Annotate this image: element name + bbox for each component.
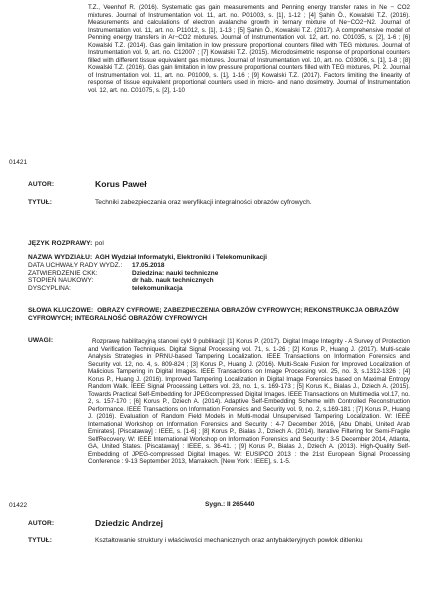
title-text: Kształtowanie struktury i właściwości mechanicznych oraz antybakteryjnych powłok ditlenku <box>95 537 363 544</box>
meta-value: 17.05.2018 <box>132 262 165 269</box>
meta-row <box>28 262 328 270</box>
meta-row <box>28 285 328 293</box>
meta-row <box>28 277 328 285</box>
signature: Sygn.: II 265440 <box>205 501 255 508</box>
department-label: NAZWA WYDZIAŁU: <box>28 254 93 261</box>
meta-value: telekomunikacja <box>132 284 183 292</box>
metadata-block <box>28 262 328 292</box>
record-number: 01422 <box>9 502 28 509</box>
keywords-label: SŁOWA KLUCZOWE: <box>28 307 94 314</box>
keywords-block <box>28 307 400 322</box>
language-label: JĘZYK ROZPRAWY: <box>28 240 93 247</box>
meta-key: DYSCYPLINA: <box>28 284 71 292</box>
meta-key: ZATWIERDZENIE CKK: <box>28 269 98 277</box>
language-value: pol <box>95 240 104 247</box>
author-name: Dziedzic Andrzej <box>95 518 163 528</box>
department-value: AGH Wydział Informatyki, Elektroniki i Telekomunikacji <box>95 254 267 261</box>
author-label: AUTOR: <box>28 181 55 188</box>
meta-value: dr hab. nauk technicznych <box>132 277 214 285</box>
notes-text: Rozprawę habilitacyjną stanowi cykl 9 publikacji: [1] Korus P. (2017). Digital Image Integrity - A Survey of Protection and Verification Techniques. Digital Signal Processing vol. 71, s. 1-26 ; [2] Korus P., Huang J. (2017). Multi-scale Analysis Strategies in PRNU-based Tampering Localization. IEEE Transactions on Information Forensics and Security vol. 12, no. 4, s. 809-824 ; [3] Korus P., Huang J. (2016). Multi-Scale Fusion for Improved Localization of Malicious Tampering in Digital Images. IEEE Transactions on Image Processing vol. 25, no. 3, s.1312-1326 ; [4] Korus P., Huang J. (2016). Improved Tampering Localization in Digital Image Forensics based on Maximal Entropy Random Walk. IEEE Signal Processing Letters vol. 23, no. 1, s. 169-173 ; [5] Korus K., Bialas J., Dziech A. (2015). Towards Practical Self-Embedding for JPEGcompressed Digital Images. IEEE Transactions on Multimedia vol.17, no. 2, s. 157-170 ; [6] Korus P., Dziech A. (2014). Adaptive Self-Embedding Scheme with Controlled Reconstruction Performance. IEEE Transactions on Information Forensics and Security vol. 9, no. 2, s.169-181 ; [7] Korus P., Huang J. (2016). Evaluation of Random Field Models in Multi-modal Unsupervised Tampering Localization. W: IEEE International Workshop on Information Forensics and Security : 4-7 December 2016, [Abu Dhabi, United Arab Emirates]. [Piscataway] : IEEE, s. [1-6] ; [8] Korus P., Bialas J., Dziech A. (2014). Iterative Filtering for Semi-Fragile SelfRecovery. W: IEEE International Workshop on Information Forensics and Security : 3-5 December 2014, Atlanta, GA, United States. [Piscataway] : IEEE, s. 36-41. ; [9] Korus P., Bialas J., Dziech A. (2013). High-Quality Self-Embedding of JPEG-compressed Digital Images. W: EUSIPCO 2013 : the 21st European Signal Processing Conference : 9-13 September 2013, Marrakech. [New York : IEEE], s. 1-5. <box>88 338 410 465</box>
title-label: TYTUŁ: <box>28 537 53 544</box>
keywords-line <box>28 307 400 322</box>
previous-record-references: T.Z., Veenhof R. (2016). Systematic gas gain measurements and Penning energy transfer rates in Ne − CO2 mixtures. Journal of Instrumentation vol. 11, art. no. P01003, s. [1], 1-12 ; [4] Şahin Ö., Kowalski T.Z. (2016). Measurements and calculations of electron avalanche growth in ternary mixture of Ne−CO2−N2. Journal of Instrumentation vol. 11, art. no. P11012, s. [1], 1-13 ; [5] Şahin Ö., Kowalski T.Z. (2017). A comprehensive model of Penning energy transfers in Ar−CO2 mixtures. Journal of Instrumentation vol. 12, art. no. C01035, s. [2], 1-6 ; [6] Kowalski T.Z. (2014). Gas gain limitation in low pressure proportional counters filled with TEG mixtures. Journal of Instrumentation vol. 9, art. no. C12007 ; [7] Kowalski T.Z. (2015). Microdosimetric response of proportional counters filled with different tissue equivalent gas mixtures. Journal of Instrumentation vol. 10, art. no. C03006, s. [1], 1-8 ; [8] Kowalski T.Z. (2016). Gas gain limitation in low pressure proportional counters filled with TEG mixtures, Pt. 2. Journal of Instrumentation vol. 11, art. no. P01009, s. [1], 1-16 ; [9] Kowalski T.Z. (2017). Factors limiting the linearity of response of tissue equivalent proportional counters used in micro- and nano dosimetry. Journal of Instrumentation vol. 12, art. no. C01075, s. [2], 1-10 <box>88 4 410 94</box>
record-number: 01421 <box>9 159 28 166</box>
title-label: TYTUŁ: <box>28 199 53 206</box>
author-label: AUTOR: <box>28 520 55 527</box>
meta-key: DATA UCHWAŁY RADY WYDZ.: <box>28 262 123 269</box>
notes-label: UWAGI: <box>28 337 54 344</box>
meta-value: Dziedzina: nauki techniczne <box>132 269 219 277</box>
author-name: Korus Paweł <box>95 179 147 189</box>
meta-key: STOPIEŃ NAUKOWY: <box>28 277 94 285</box>
title-text: Techniki zabezpieczania oraz weryfikacji integralności obrazów cyfrowych. <box>95 199 312 206</box>
keywords-value: OBRAZY CYFROWE; ZABEZPIECZENIA OBRAZÓW CYFROWYCH; REKONSTRUKCJA OBRAZÓW CYFROWYCH; INTEGRALNOŚĆ OBRAZÓW CYFROWYCH <box>28 307 399 322</box>
